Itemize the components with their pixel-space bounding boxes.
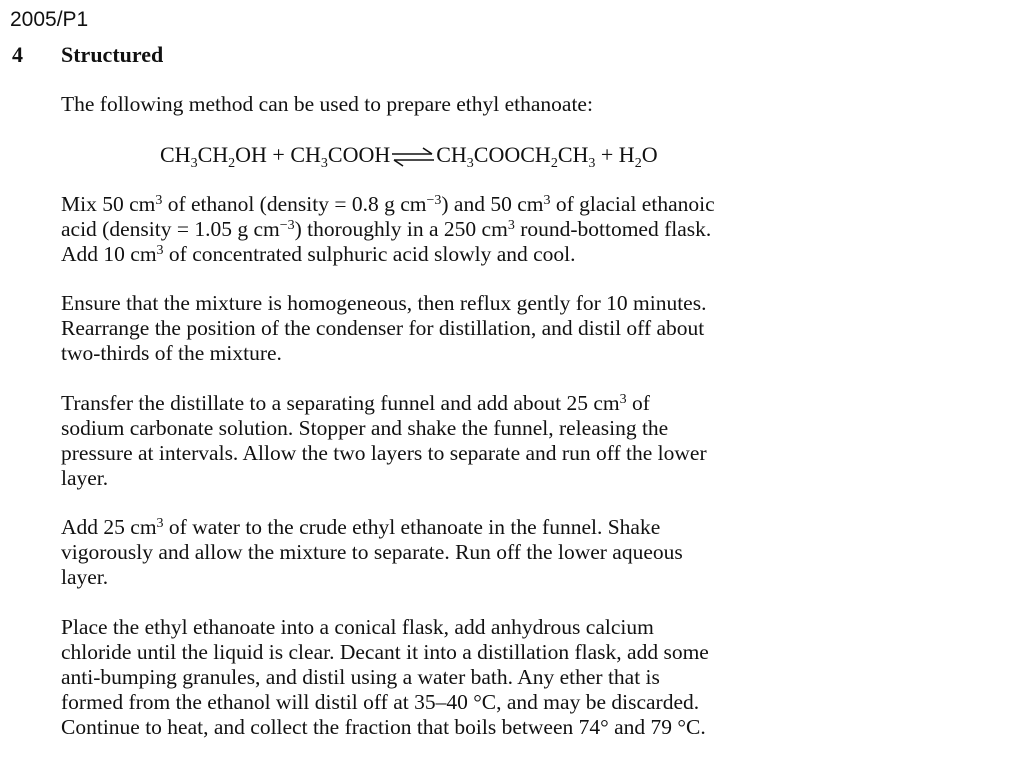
intro-text	[61, 92, 1006, 117]
plus-sign: +	[272, 142, 285, 167]
reactant-ethanoic-acid: $CH_3COOH$	[290, 142, 391, 171]
paragraph-reflux	[61, 291, 1006, 366]
equilibrium-arrow-icon	[390, 146, 436, 168]
paragraph-line: Add 10 $cm^3$ of concentrated sulphuric acid slowly and cool.	[61, 242, 576, 266]
paragraph-water-wash	[61, 515, 1006, 590]
paragraph-line: two-thirds of the mixture.	[61, 341, 282, 365]
paragraph-line: layer.	[61, 565, 109, 589]
paragraph-line: Add 25 $cm^3$ of water to the crude ethyl ethanoate in the funnel. Shake	[61, 515, 661, 539]
paragraph-mix	[61, 192, 1006, 267]
paragraph-line: Ensure that the mixture is homogeneous, then reflux gently for 10 minutes.	[61, 291, 707, 315]
product-ethyl-ethanoate: $CH_3COOCH_2CH_3$	[436, 142, 596, 171]
paragraph-line: Transfer the distillate to a separating funnel and add about 25 $cm^3$ of	[61, 391, 650, 415]
reactant-ethanol: $CH_3CH_2OH$	[160, 142, 267, 171]
paragraph-line: vigorously and allow the mixture to separate. Run off the lower aqueous	[61, 540, 683, 564]
paragraph-line: layer.	[61, 466, 109, 490]
plus-sign: +	[600, 142, 614, 167]
paragraph-transfer	[61, 391, 1006, 491]
header-code: 2005/P1	[10, 8, 89, 31]
paragraph-line: chloride until the liquid is clear. Decant it into a distillation flask, add some	[61, 640, 709, 664]
paragraph-line: pressure at intervals. Allow the two layers to separate and run off the lower	[61, 441, 707, 465]
question-number: 4	[12, 42, 23, 67]
product-water: $H_2O$	[618, 142, 658, 171]
paragraph-line: sodium carbonate solution. Stopper and shake the funnel, releasing the	[61, 416, 669, 440]
paragraph-line: anti-bumping granules, and distil using a water bath. Any ether that is	[61, 665, 660, 689]
question-title: Structured	[61, 42, 164, 67]
paragraph-line: Place the ethyl ethanoate into a conical flask, add anhydrous calcium	[61, 615, 654, 639]
paragraph-line: Continue to heat, and collect the fraction that boils between 74° and 79 °C.	[61, 715, 706, 739]
paragraph-line: Rearrange the position of the condenser for distillation, and distil off about	[61, 316, 705, 340]
chemical-equation	[160, 142, 658, 171]
intro-line: The following method can be used to prepare ethyl ethanoate:	[61, 92, 593, 116]
paragraph-line: formed from the ethanol will distil off at 35–40 °C, and may be discarded.	[61, 690, 700, 714]
paragraph-line: acid (density = 1.05 g $cm^{-3}$) thoroughly in a 250 $cm^3$ round-bottomed flask.	[61, 217, 712, 241]
paragraph-distil	[61, 615, 1006, 740]
paragraph-line: Mix 50 $cm^3$ of ethanol (density = 0.8 g $cm^{-3}$) and 50 $cm^3$ of glacial ethanoic	[61, 192, 715, 216]
